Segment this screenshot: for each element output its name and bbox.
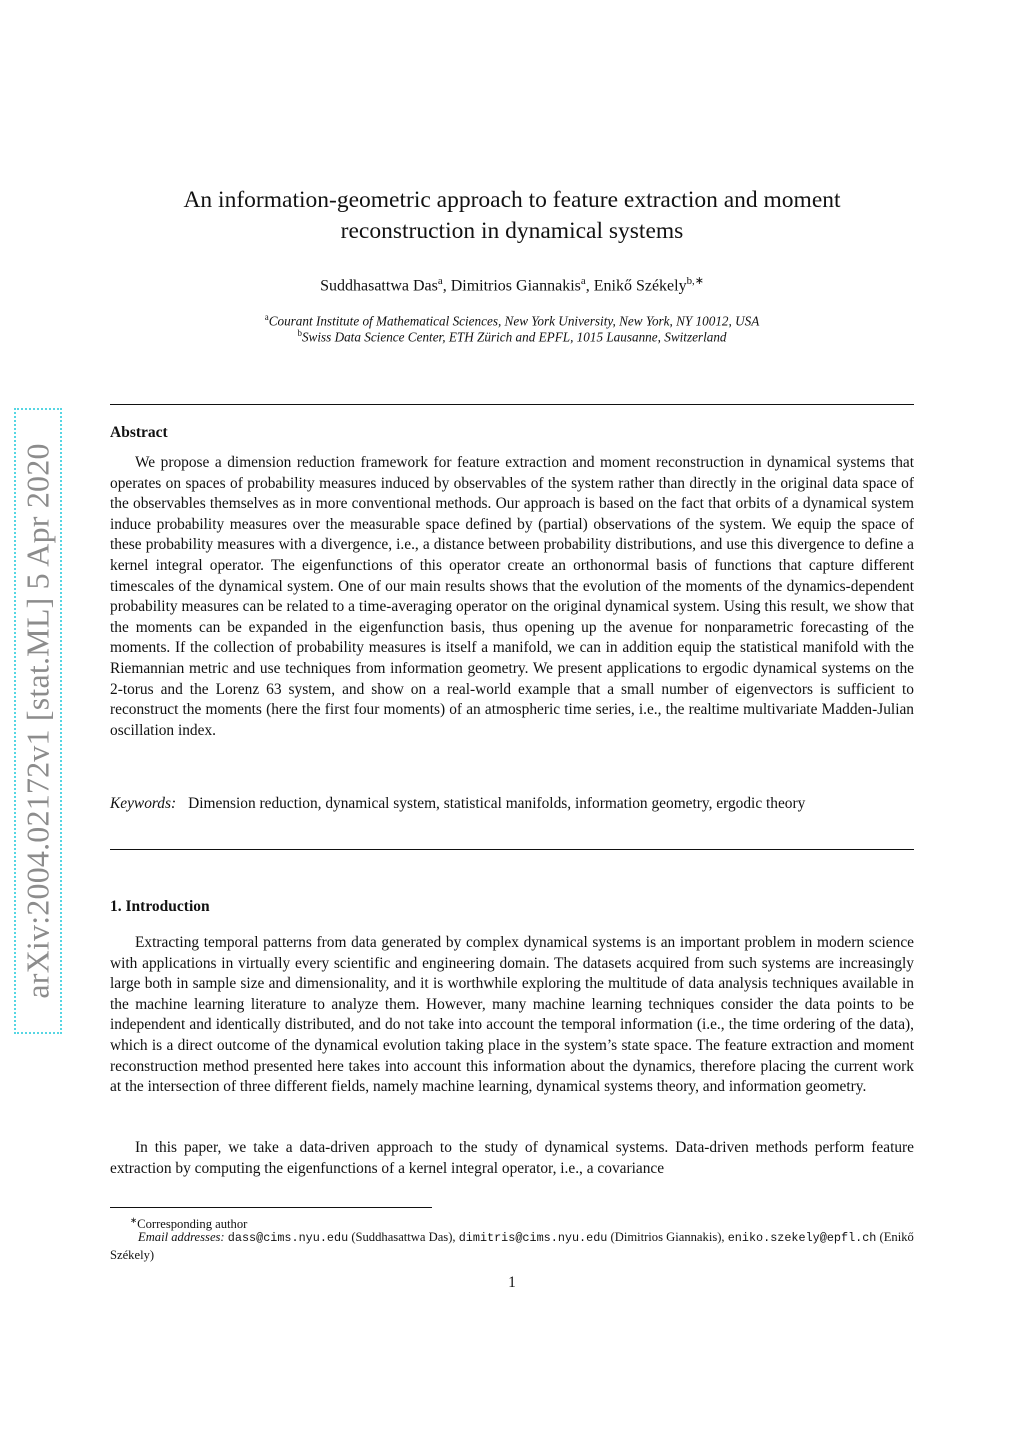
section-heading-introduction: 1. Introduction	[110, 898, 210, 915]
arxiv-identifier-text: arXiv:2004.02172v1 [stat.ML] 5 Apr 2020	[19, 443, 56, 999]
author-name: Suddhasattwa Das	[320, 277, 438, 295]
abstract-top-rule	[110, 404, 914, 405]
keywords	[110, 794, 914, 815]
author-name: Enikő Székely	[593, 277, 687, 295]
affiliation-mark: a	[264, 312, 269, 322]
paper-title	[110, 185, 914, 247]
page-number: 1	[508, 1274, 516, 1291]
title-line-1: An information-geometric approach to feature extraction and moment	[183, 187, 841, 213]
abstract-bottom-rule	[110, 849, 914, 850]
arxiv-identifier-stamp	[14, 408, 62, 1034]
footnote-corresponding-text: Corresponding author	[137, 1217, 248, 1232]
footnote-rule	[110, 1207, 432, 1208]
affiliation-b	[110, 328, 914, 345]
introduction-paragraph-1: Extracting temporal patterns from data generated by complex dynamical systems is an important problem in modern science with applications in virtually every scientific and engineering domain. The datasets acquired from such systems are increasingly large both in sample size and dimensionality, and it is worthwhile exploring the multitude of data analysis techniques available in the machine learning literature to analyze them. However, many machine learning techniques consider the data points to be independent and identically distributed, and do not take into account the temporal information (i.e., the time ordering of the data), which is a direct outcome of the dynamical evolution taking place in the system’s state space. The feature extraction and moment reconstruction method presented here takes into account this information about the dynamics, therefore placing the current work at the intersection of three different fields, namely machine learning, dynamical systems theory, and information geometry.	[110, 934, 914, 1096]
email-owner: (Enikő Székely)	[110, 1230, 914, 1262]
author-affiliation-mark: b,∗	[686, 275, 704, 287]
author-name: Dimitrios Giannakis	[450, 277, 581, 295]
affiliation-text: Swiss Data Science Center, ETH Zürich and EPFL, 1015 Lausanne, Switzerland	[301, 329, 727, 345]
affiliation-a	[110, 312, 914, 329]
keywords-text: Dimension reduction, dynamical system, statistical manifolds, information geometry, ergodic theory	[188, 795, 806, 812]
abstract-text: We propose a dimension reduction framework for feature extraction and moment reconstruction in dynamical systems that operates on spaces of probability measures induced by observables of the system rather than directly in the original data space of the observables themselves as in more conventional methods. Our approach is based on the fact that orbits of a dynamical system induce probability measures over the measurable space defined by (partial) observations of the system. We equip the space of these probability measures with a divergence, i.e., a distance between probability distributions, and use this divergence to define a kernel integral operator. The eigenfunctions of this operator create an orthonormal basis of functions that capture different timescales of the dynamical system. One of our main results shows that the evolution of the moments of the dynamics-dependent probability measures can be related to a time-averaging operator on the original dynamical system. Using this result, we show that the moments can be expanded in the eigenfunction basis, thus opening up the avenue for nonparametric forecasting of the moments. If the collection of probability measures is itself a manifold, we can in addition equip the statistical manifold with the Riemannian metric and use techniques from information geometry. We present applications to ergodic dynamical systems on the 2-torus and the Lorenz 63 system, and show on a real-world example that a small number of eigenvectors is sufficient to reconstruct the moments (here the first four moments) of an atmospheric time series, i.e., the realtime multivariate Madden-Julian oscillation index.	[110, 454, 914, 739]
footnote-mark: ∗	[130, 1215, 138, 1225]
keywords-label: Keywords:	[110, 795, 177, 812]
email-link[interactable]: dimitris@cims.nyu.edu	[458, 1231, 608, 1245]
introduction-paragraph-2: In this paper, we take a data-driven approach to the study of dynamical systems. Data-driven methods perform feature extraction by computing the eigenfunctions of a kernel integral operator, i.e., a covariance	[110, 1139, 914, 1177]
email-link[interactable]: dass@cims.nyu.edu	[227, 1231, 349, 1245]
affiliation-text: Courant Institute of Mathematical Sciences, New York University, New York, NY 10012, USA	[268, 313, 760, 329]
author-list: Suddhasattwa Das$^a$, Dimitrios Giannakis$^a$, Enikő Székely$^{b,∗}$	[320, 275, 704, 295]
title-line-2: reconstruction in dynamical systems	[340, 218, 684, 244]
affiliation-mark: b	[297, 328, 302, 338]
email-owner: (Suddhasattwa Das),	[351, 1230, 456, 1244]
email-label: Email addresses:	[138, 1230, 225, 1244]
email-link[interactable]: eniko.szekely@epfl.ch	[727, 1231, 877, 1245]
footnote-email-addresses	[110, 1229, 914, 1264]
author-affiliation-mark: a	[437, 275, 443, 287]
email-owner: (Dimitrios Giannakis),	[610, 1230, 725, 1244]
abstract-heading: Abstract	[110, 424, 168, 441]
author-affiliation-mark: a	[580, 275, 586, 287]
